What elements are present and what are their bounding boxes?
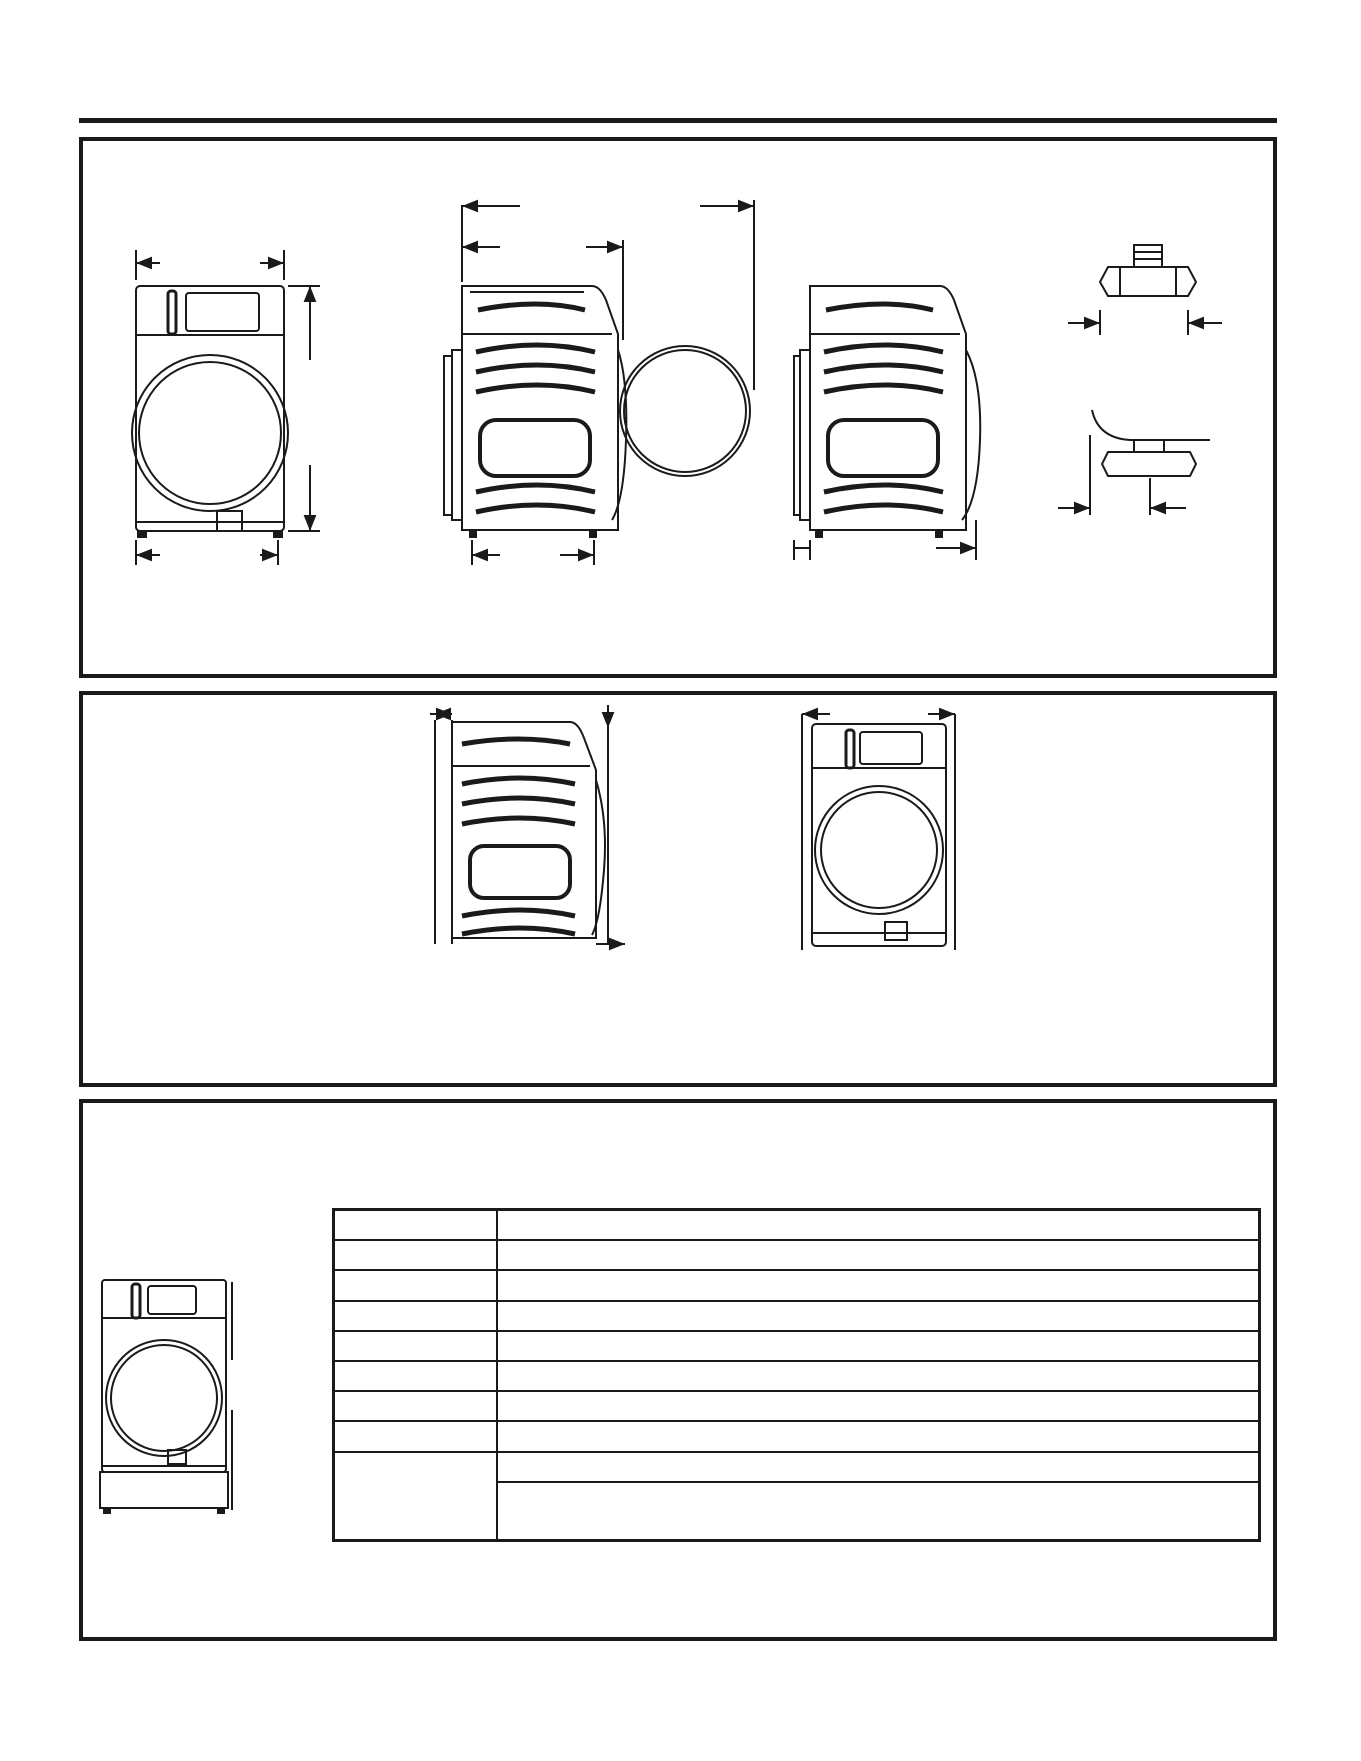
table-row (334, 1391, 1260, 1421)
table-row (334, 1421, 1260, 1451)
spec-value (497, 1240, 1260, 1270)
spec-label (334, 1421, 498, 1451)
pedestal-spec-table (332, 1208, 1261, 1542)
clearance-side-view-icon (430, 705, 625, 944)
spec-label (334, 1210, 498, 1241)
washer-side-view-closed-icon (794, 286, 980, 537)
table-row (334, 1452, 1260, 1482)
washer-front-view-icon (132, 286, 288, 537)
spec-value (497, 1482, 1260, 1541)
spec-label (334, 1270, 498, 1300)
spec-label (334, 1452, 498, 1541)
spec-value (497, 1452, 1260, 1482)
table-row (334, 1301, 1260, 1331)
spec-label (334, 1240, 498, 1270)
clearance-front-view-icon (802, 714, 955, 950)
spec-value (497, 1361, 1260, 1391)
table-row (334, 1210, 1260, 1241)
spec-label (334, 1391, 498, 1421)
table-row (334, 1240, 1260, 1270)
table-row (334, 1270, 1260, 1300)
spec-label (334, 1361, 498, 1391)
spec-value (497, 1331, 1260, 1361)
spec-label (334, 1301, 498, 1331)
table-row (334, 1361, 1260, 1391)
door-swing-circle-icon (620, 346, 750, 476)
spec-value (497, 1270, 1260, 1300)
washer-side-view-icon (444, 286, 626, 537)
spec-value (497, 1421, 1260, 1451)
spec-value (497, 1210, 1260, 1241)
spec-label (334, 1331, 498, 1361)
leveling-leg-detail-icon (1058, 245, 1222, 515)
spec-value (497, 1391, 1260, 1421)
table-row (334, 1331, 1260, 1361)
spec-value (497, 1301, 1260, 1331)
pedestal-washer-front-view-icon (100, 1280, 232, 1513)
